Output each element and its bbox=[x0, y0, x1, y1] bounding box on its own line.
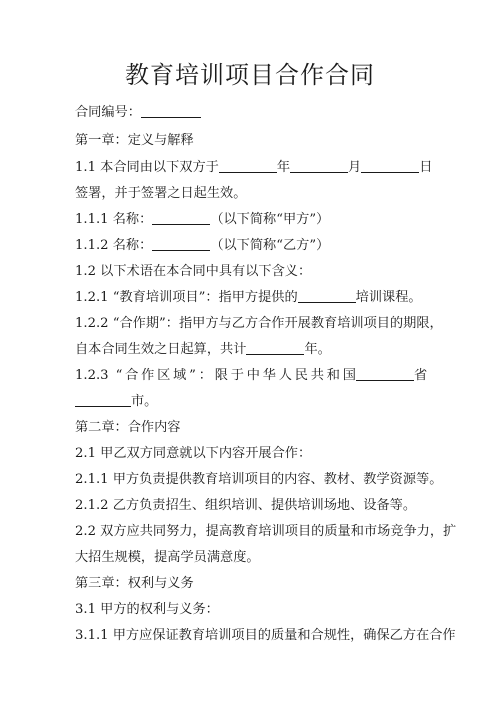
year-label: 年 bbox=[276, 160, 291, 175]
clause-1-1-2-suffix: （以下简称“乙方”） bbox=[210, 238, 330, 253]
city-label: 市。 bbox=[131, 394, 158, 409]
party-b-name-blank bbox=[152, 236, 210, 251]
clause-1-2-3 bbox=[75, 366, 427, 386]
clause-3-1: 3.1 甲方的权利与义务： bbox=[75, 602, 219, 617]
chapter-1-heading: 第一章：定义与解释 bbox=[75, 133, 194, 148]
clause-1-2-1-suffix: 培训课程。 bbox=[355, 290, 422, 305]
month-blank bbox=[290, 158, 348, 173]
clause-2-1: 2.1 甲乙双方同意就以下内容开展合作： bbox=[75, 446, 312, 461]
term-years-blank bbox=[246, 340, 304, 355]
month-label: 月 bbox=[348, 160, 362, 175]
clause-3-1-1: 3.1.1 甲方应保证教育培训项目的质量和合规性，确保乙方在合作 bbox=[75, 628, 456, 643]
clause-2-2-line-2: 大招生规模，提高学员满意度。 bbox=[75, 550, 260, 565]
clause-1-2-3-text: 1.2.3 “合作区域”：限于中华人民共和国 bbox=[75, 368, 356, 383]
day-label: 日 bbox=[419, 160, 433, 175]
party-a-name-blank bbox=[152, 210, 210, 225]
course-blank bbox=[298, 288, 356, 303]
clause-1-2-2-line-2 bbox=[75, 340, 427, 360]
clause-1-1-text: 1.1 本合同由以下双方于 bbox=[75, 160, 219, 175]
city-blank bbox=[75, 392, 131, 407]
clause-1-2-1 bbox=[75, 288, 427, 308]
clause-1-2: 1.2 以下术语在本合同中具有以下含义： bbox=[75, 264, 312, 279]
clause-2-1-1: 2.1.1 甲方负责提供教育培训项目的内容、教材、教学资源等。 bbox=[75, 472, 443, 487]
clause-1-1-1-suffix: （以下简称“甲方”） bbox=[210, 212, 330, 227]
contract-number-line bbox=[75, 103, 427, 123]
clause-1-2-1-text: 1.2.1 “教育培训项目”：指甲方提供的 bbox=[75, 290, 298, 305]
clause-2-1-2: 2.1.2 乙方负责招生、组织培训、提供培训场地、设备等。 bbox=[75, 498, 417, 513]
clause-1-1 bbox=[75, 158, 433, 178]
contract-number-label: 合同编号： bbox=[75, 105, 141, 120]
clause-1-1-1-label: 1.1.1 名称： bbox=[75, 212, 153, 227]
clause-1-1-2 bbox=[75, 236, 427, 256]
contract-number-blank bbox=[141, 103, 201, 118]
chapter-2-heading: 第二章：合作内容 bbox=[75, 420, 181, 435]
province-blank bbox=[356, 366, 414, 381]
clause-1-2-3-continuation bbox=[75, 392, 427, 412]
province-label: 省 bbox=[414, 368, 428, 383]
clause-1-1-2-label: 1.1.2 名称： bbox=[75, 238, 153, 253]
year-blank bbox=[219, 158, 277, 173]
chapter-3-heading: 第三章：权利与义务 bbox=[75, 576, 194, 591]
clause-1-1-1 bbox=[75, 210, 427, 230]
clause-1-2-2-text: 自本合同生效之日起算，共计 bbox=[75, 342, 247, 357]
clause-1-1-continuation: 签署，并于签署之日起生效。 bbox=[75, 186, 247, 201]
clause-1-2-2-line-1: 1.2.2 “合作期”：指甲方与乙方合作开展教育培训项目的期限， bbox=[75, 316, 443, 331]
clause-1-2-2-suffix: 年。 bbox=[304, 342, 331, 357]
document-title: 教育培训项目合作合同 bbox=[125, 61, 375, 89]
clause-2-2-line-1: 2.2 双方应共同努力，提高教育培训项目的质量和市场竞争力，扩 bbox=[75, 524, 457, 539]
day-blank bbox=[361, 158, 419, 173]
